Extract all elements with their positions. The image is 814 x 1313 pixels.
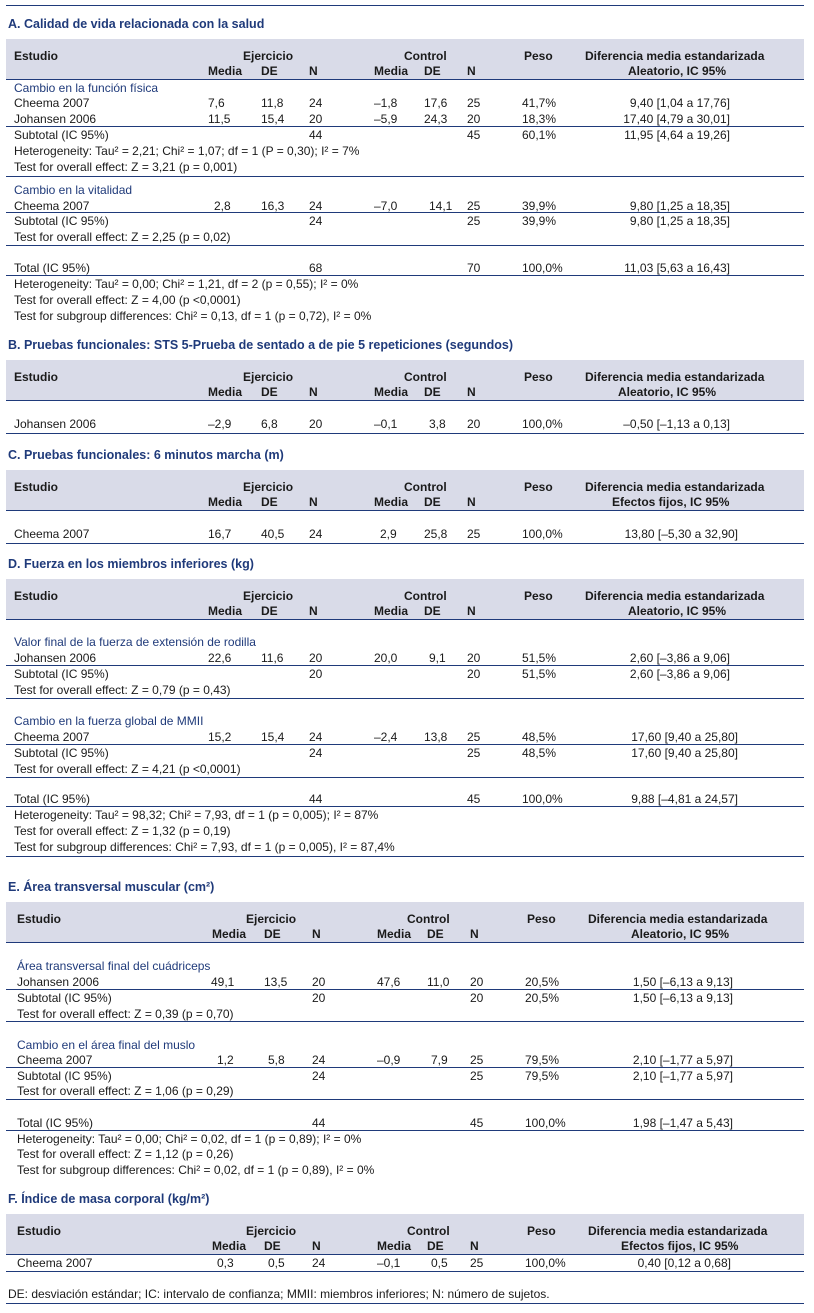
heterogeneity-text: Heterogeneity: Tau² = 2,21; Chi² = 1,07; df = 1 (P = 0,30); I² = 7% <box>14 144 360 158</box>
subgroup-title: Cambio en la función física <box>14 81 159 95</box>
overall-effect-text: Test for overall effect: Z = 2,25 (p = 0,02) <box>14 230 231 244</box>
table-row <box>6 111 804 127</box>
subgroup-title: Cambio en la vitalidad <box>14 183 133 197</box>
weight: 18,3% <box>522 112 557 126</box>
ctrl-mean: –1,8 <box>374 96 398 110</box>
section-c-title: C. Pruebas funcionales: 6 minutos marcha (m) <box>8 448 284 462</box>
table-row: Johansen 2006 22,6 11,6 20 20,0 9,1 20 51,5% 2,60 [–3,86 a 9,06] <box>14 651 730 665</box>
total-row: Total (IC 95%) 44 45 100,0% 9,88 [–4,81 a 24,57] <box>14 792 738 806</box>
study-name: Cheema 2007 <box>14 96 90 110</box>
table-row: 1,2 Cheema 2007 5,8 24 –0,9 7,9 25 79,5% 2,10 [–1,77 a 5,97] <box>17 1053 733 1067</box>
ex-n: 24 <box>309 199 323 213</box>
heterogeneity-text: Heterogeneity: Tau² = 0,00; Chi² = 1,21, df = 2 (p = 0,55); I² = 0% <box>14 277 359 291</box>
divider <box>6 543 804 544</box>
section-e-header: Estudio Ejercicio Control Media DE N Media DE N Peso Diferencia media estandarizada Aleatorio, IC 95% <box>6 902 804 943</box>
subgroup-diff-text: Test for subgroup differences: Chi² = 7,93, df = 1 (p = 0,005), I² = 87,4% <box>14 840 395 854</box>
section-f-header: Estudio Ejercicio Control Media DE N Media DE N Peso Diferencia media estandarizada Efectos fijos, IC 95% <box>6 1214 804 1255</box>
divider <box>6 698 804 699</box>
section-e-title: E. Área transversal muscular (cm²) <box>8 880 215 894</box>
col-n: N <box>467 64 476 78</box>
table-row: Johansen 2006 49,1 13,5 20 47,6 11,0 20 20,5% 1,50 [–6,13 a 9,13] <box>17 975 733 989</box>
divider <box>6 777 804 778</box>
divider <box>6 245 804 246</box>
ex-sd: 15,4 <box>261 112 285 126</box>
study-name: Johansen 2006 <box>14 112 97 126</box>
col-ejercicio: Ejercicio <box>243 49 294 63</box>
subtotal-row: Subtotal (IC 95%) 24 25 39,9% 9,80 [1,25 a 18,35] <box>14 214 730 228</box>
subgroup-title: Cambio en el área final del muslo <box>17 1038 196 1052</box>
table-row: Cheema 2007 0,3 0,5 24 –0,1 0,5 25 100,0% 0,40 [0,12 a 0,68] <box>17 1256 731 1270</box>
divider <box>6 1021 804 1022</box>
subgroup-diff-text: Test for subgroup differences: Chi² = 0,02, df = 1 (p = 0,89), I² = 0% <box>17 1163 375 1177</box>
overall-effect-text: Test for overall effect: Z = 1,06 (p = 0,29) <box>17 1084 234 1098</box>
section-f-title: F. Índice de masa corporal (kg/m²) <box>8 1192 210 1206</box>
ex-mean: 11,5 <box>208 112 231 126</box>
footnote: DE: desviación estándar; IC: intervalo de confianza; MMII: miembros inferiores; N: número de sujetos. <box>8 1287 550 1301</box>
heterogeneity-text: Heterogeneity: Tau² = 0,00; Chi² = 0,02, df = 1 (p = 0,89); I² = 0% <box>17 1132 362 1146</box>
total-row: Total (IC 95%) 68 70 100,0% 11,03 [5,63 a 16,43] <box>14 261 730 275</box>
section-c-header: Estudio Ejercicio Control Media DE N Media DE N Peso Diferencia media estandarizada Efectos fijos, IC 95% <box>6 470 804 511</box>
col-media: Media <box>208 64 243 78</box>
ctrl-mean: –7,0 <box>374 199 398 213</box>
ctrl-sd: 17,6 <box>424 96 448 110</box>
effect-ci: 17,40 [4,79 a 30,01] <box>623 112 730 126</box>
divider <box>6 856 804 857</box>
section-a-header <box>6 39 804 80</box>
overall-effect-text: Test for overall effect: Z = 0,79 (p = 0,43) <box>14 683 231 697</box>
effect-ci: 9,80 [1,25 a 18,35] <box>629 199 730 213</box>
ctrl-n: 25 <box>467 96 481 110</box>
ex-mean: 7,6 <box>208 96 225 110</box>
weight: 41,7% <box>522 96 557 110</box>
total-row: Total (IC 95%) 44 45 100,0% 1,98 [–1,47 a 5,43] <box>17 1116 733 1130</box>
ctrl-n: 20 <box>467 112 481 126</box>
overall-effect-text: Test for overall effect: Z = 1,12 (p = 0,26) <box>17 1147 234 1161</box>
col-media: Media <box>374 64 409 78</box>
col-estudio: Estudio <box>14 49 58 63</box>
ex-mean: 2,8 <box>214 199 231 213</box>
subgroup-title: Cambio en la fuerza global de MMII <box>14 714 204 728</box>
ctrl-n: 25 <box>467 199 481 213</box>
col-dme: Diferencia media estandarizada <box>585 49 765 63</box>
subtotal-row: Subtotal (IC 95%) 44 45 60,1% 11,95 [4,64 a 19,26] <box>14 128 730 142</box>
section-b-title: B. Pruebas funcionales: STS 5-Prueba de sentado a de pie 5 repeticiones (segundos) <box>8 338 513 352</box>
col-control: Control <box>404 49 447 63</box>
heterogeneity-text: Heterogeneity: Tau² = 98,32; Chi² = 7,93, df = 1 (p = 0,005); I² = 87% <box>14 808 379 822</box>
bottom-rule <box>6 1303 804 1304</box>
ex-sd: 11,8 <box>261 96 284 110</box>
table-row: Cheema 2007 15,2 15,4 24 –2,4 13,8 25 48,5% 17,60 [9,40 a 25,80] <box>14 730 738 744</box>
study-name: Cheema 2007 <box>14 199 90 213</box>
section-d-title: D. Fuerza en los miembros inferiores (kg) <box>8 557 254 571</box>
subgroup-title: Valor final de la fuerza de extensión de rodilla <box>14 635 256 649</box>
ctrl-sd: 14,1 <box>429 199 453 213</box>
subtotal-row: Subtotal (IC 95%) 20 20 20,5% 1,50 [–6,13 a 9,13] <box>17 991 733 1005</box>
ctrl-mean: –5,9 <box>374 112 398 126</box>
col-n: N <box>309 64 318 78</box>
divider <box>6 433 804 434</box>
table-row <box>6 95 804 111</box>
ctrl-sd: 24,3 <box>424 112 448 126</box>
subtotal-row: Subtotal (IC 95%) 24 25 48,5% 17,60 [9,40 a 25,80] <box>14 746 738 760</box>
overall-effect-text: Test for overall effect: Z = 4,21 (p <0,0001) <box>14 762 241 776</box>
overall-effect-text: Test for overall effect: Z = 0,39 (p = 0,70) <box>17 1007 234 1021</box>
ex-n: 20 <box>309 112 323 126</box>
section-b-header: Estudio Ejercicio Control Media DE N Media DE N Peso Diferencia media estandarizada Aleatorio, IC 95% <box>6 360 804 401</box>
ex-n: 24 <box>309 96 323 110</box>
col-method: Aleatorio, IC 95% <box>628 64 727 78</box>
table-row: Cheema 2007 16,7 40,5 24 2,9 25,8 25 100,0% 13,80 [–5,30 a 32,90] <box>14 527 738 541</box>
subgroup-diff-text: Test for subgroup differences: Chi² = 0,13, df = 1 (p = 0,72), I² = 0% <box>14 309 372 323</box>
overall-effect-text: Test for overall effect: Z = 1,32 (p = 0,19) <box>14 824 231 838</box>
section-a-title: A. Calidad de vida relacionada con la salud <box>8 17 265 31</box>
overall-effect-text: Test for overall effect: Z = 3,21 (p = 0,001) <box>14 160 238 174</box>
top-rule <box>6 5 804 6</box>
col-de: DE <box>424 64 441 78</box>
col-peso: Peso <box>524 49 553 63</box>
col-de: DE <box>261 64 278 78</box>
subtotal-row: Subtotal (IC 95%) 24 25 79,5% 2,10 [–1,77 a 5,97] <box>17 1069 733 1083</box>
divider <box>6 176 804 177</box>
subgroup-title: Área transversal final del cuádriceps <box>17 959 211 973</box>
subtotal-row: Subtotal (IC 95%) 20 20 51,5% 2,60 [–3,86 a 9,06] <box>14 667 730 681</box>
weight: 39,9% <box>522 199 557 213</box>
section-d-header: Estudio Ejercicio Control Media DE N Media DE N Peso Diferencia media estandarizada Aleatorio, IC 95% <box>6 579 804 620</box>
overall-effect-text: Test for overall effect: Z = 4,00 (p <0,0001) <box>14 293 241 307</box>
effect-ci: 9,40 [1,04 a 17,76] <box>629 96 730 110</box>
ex-sd: 16,3 <box>261 199 285 213</box>
divider <box>6 1099 804 1100</box>
table-row: Johansen 2006 –2,9 6,8 20 –0,1 3,8 20 100,0% –0,50 [–1,13 a 0,13] <box>14 417 730 431</box>
divider <box>6 1271 804 1272</box>
